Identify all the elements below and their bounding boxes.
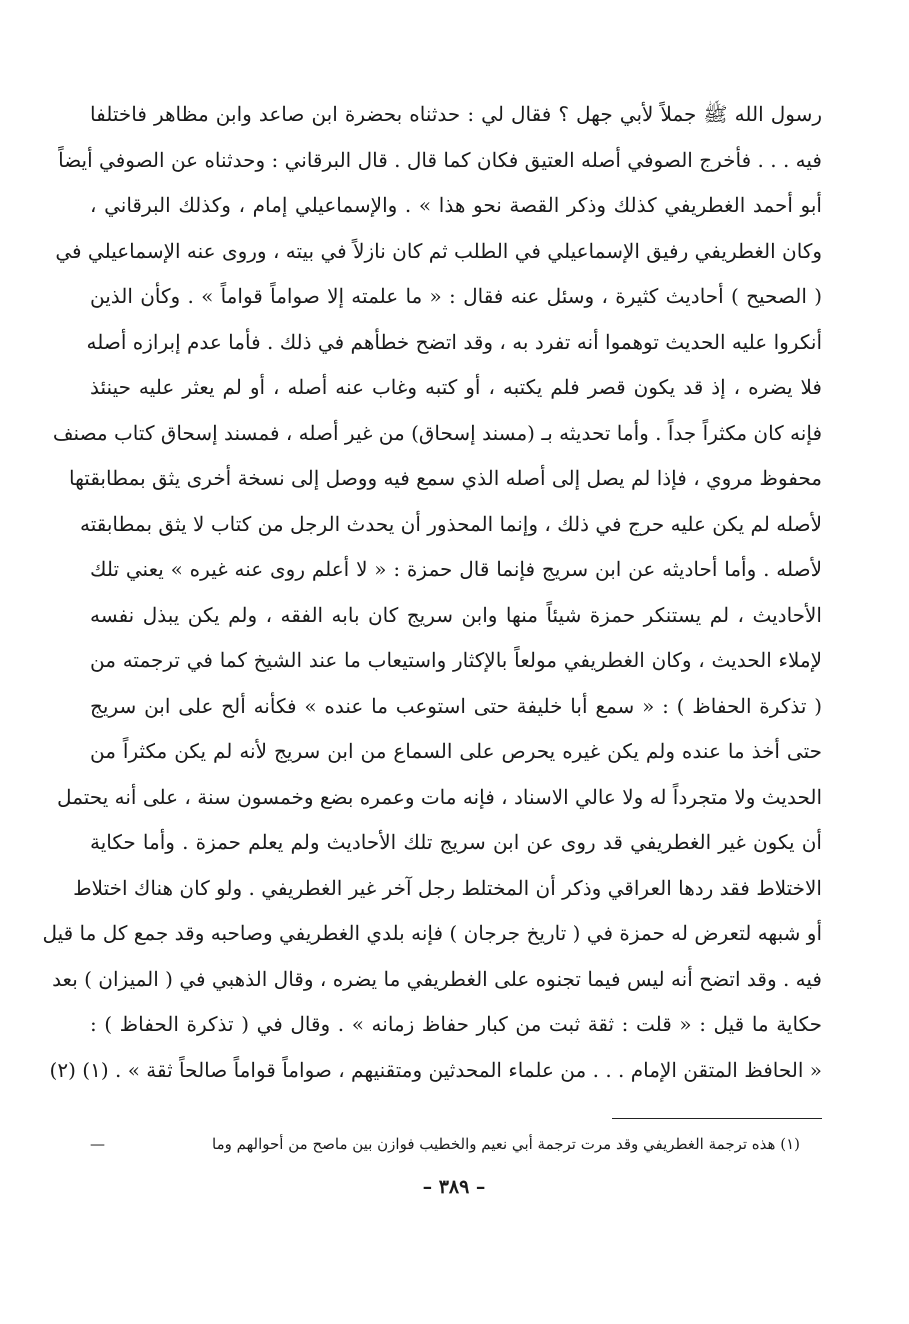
- text-line-last: « الحافظ المتقن الإمام . . . من علماء المحدثين ومتقنيهم ، صواماً قواماً صالحاً ثقة » . (١) (٢): [49, 1057, 822, 1082]
- text-line: فإنه كان مكثراً جداً . وأما تحديثه بـ (مسند إسحاق) من غير أصله ، فمسند إسحاق كتاب مصنف: [52, 420, 822, 445]
- text-line: الاختلاط فقد ردها العراقي وذكر أن المختلط رجل آخر غير الغطريفي . ولو كان هناك اختلاط: [73, 875, 822, 900]
- text-line: أبو أحمد الغطريفي كذلك وذكر القصة نحو هذا » . والإسماعيلي إمام ، وكذلك البرقاني ،: [90, 193, 822, 217]
- text-line: حكاية ما قيل : « قلت : ثقة ثبت من كبار حفاظ زمانه » . وقال في ( تذكرة الحفاظ ) :: [90, 1012, 822, 1036]
- text-line: لإملاء الحديث ، وكان الغطريفي مولعاً بالإكثار واستيعاب ما عند الشيخ كما في ترجمته من: [90, 648, 822, 672]
- page-number: – ٣٨٩ –: [422, 1176, 486, 1198]
- text-line: وكان الغطريفي رفيق الإسماعيلي في الطلب ثم كان نازلاً في بيته ، وروى عنه الإسماعيلي في: [55, 238, 822, 263]
- text-line: ( تذكرة الحفاظ ) : « سمع أبا خليفة حتى استوعب ما عنده » فكأنه ألح على ابن سريج: [90, 693, 822, 718]
- text-line: ( الصحيح ) أحاديث كثيرة ، وسئل عنه فقال : « ما علمته إلا صواماً قواماً » . وكأن الذين: [90, 284, 822, 308]
- text-line: حتى أخذ ما عنده ولم يكن غيره يحرص على السماع من ابن سريج لأنه لم يكن مكثراً من: [90, 739, 823, 763]
- text-line: فيه . . . فأخرج الصوفي أصله العتيق فكان كما قال . قال البرقاني : وحدثناه عن الصوفي أيضاً: [58, 147, 822, 172]
- footnote-separator: [612, 1118, 822, 1119]
- text-line: الأحاديث ، لم يستنكر حمزة شيئاً منها وابن سريج كان بابه الفقه ، ولم يكن يبذل نفسه: [90, 602, 822, 627]
- text-line: محفوظ مروي ، فإذا لم يصل إلى أصله الذي سمع فيه ووصل إلى نسخة أخرى يثق بمطابقتها: [68, 466, 822, 490]
- text-line: لأصله . وأما أحاديثه عن ابن سريج فإنما قال حمزة : « لا أعلم روى عنه غيره » يعني تلك: [90, 557, 822, 581]
- text-line: لأصله لم يكن عليه حرج في ذلك ، وإنما المحذور أن يحدث الرجل من كتاب لا يثق بمطابقته: [79, 511, 822, 536]
- text-line: أو شبهه لتعرض له حمزة في ( تاريخ جرجان ) فإنه بلدي الغطريفي وصاحبه وقد جمع كل ما قيل: [42, 921, 822, 945]
- body-text: [42, 92, 823, 1093]
- text-line: أنكروا عليه الحديث توهموا أنه تفرد به ، وقد اتضح خطأهم في ذلك . فأما عدم إبرازه أصله: [86, 329, 822, 354]
- text-line: أن يكون غير الغطريفي قد روى عن ابن سريج تلك الأحاديث ولم يعلم حمزة . وأما حكاية: [90, 830, 822, 854]
- text-line: الحديث ولا متجرداً له ولا عالي الاسناد ، فإنه مات وعمره بضع وخمسون سنة ، على أنه يحتمل: [57, 784, 822, 809]
- text-line: فيه . وقد اتضح أنه ليس فيما تجنوه على الغطريفي ما يضره ، وقال الذهبي في ( الميزان ) بعد: [52, 966, 822, 991]
- text-line: فلا يضره ، إذ قد يكون قصر فلم يكتبه ، أو كتبه وغاب عنه أصله ، أو لم يعثر عليه حينئذ: [90, 375, 822, 399]
- footnote-continuation-mark: —: [90, 1135, 105, 1153]
- text-line: رسول الله ﷺ جملاً لأبي جهل ؟ فقال لي : حدثناه بحضرة ابن صاعد وابن مظاهر فاختلفا: [90, 102, 822, 126]
- footnote: (١) هذه ترجمة الغطريفي وقد مرت ترجمة أبي نعيم والخطيب فوازن بين ماصح من أحوالهم وما: [212, 1135, 800, 1153]
